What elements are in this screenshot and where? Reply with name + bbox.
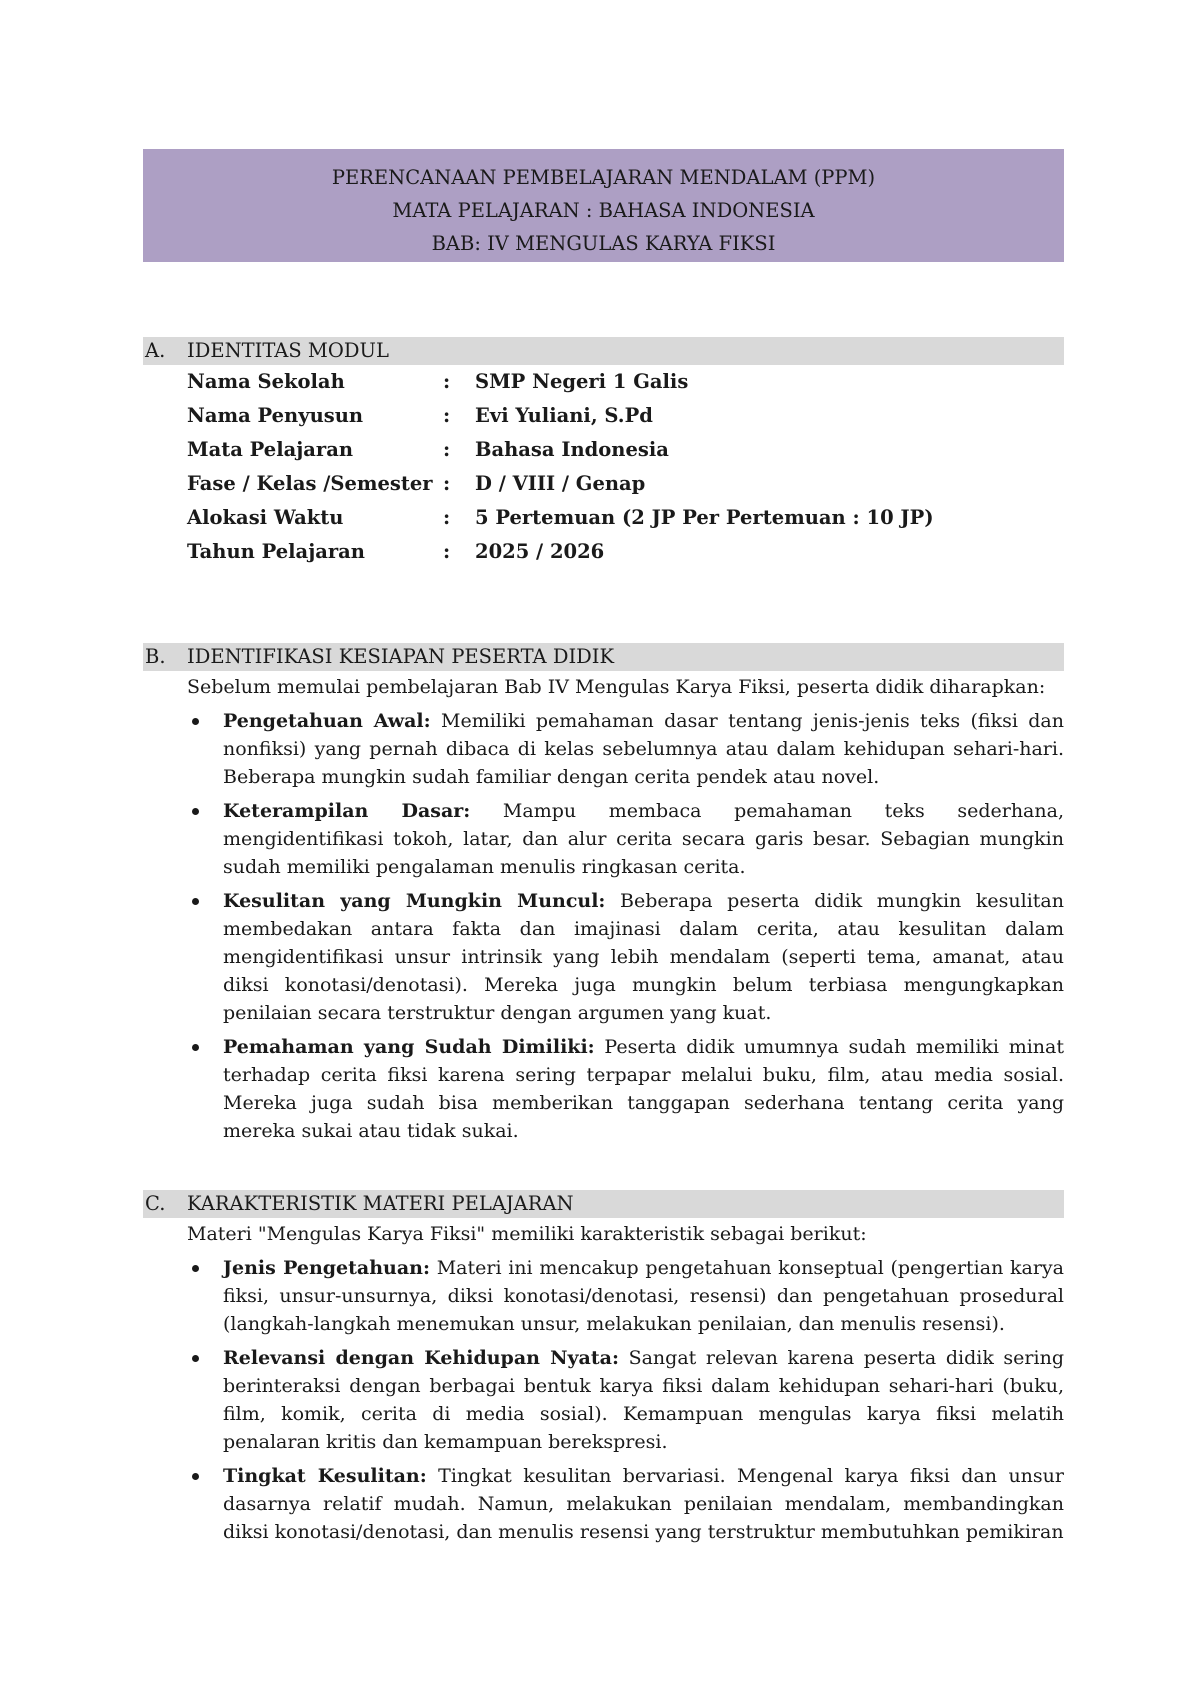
section-title: IDENTIFIKASI KESIAPAN PESERTA DIDIK [187,645,615,668]
item-term: Pemahaman yang Sudah Dimiliki: [223,1036,595,1058]
item-term: Keterampilan Dasar: [223,800,471,822]
identity-value: D / VIII / Genap [475,472,646,495]
list-item [223,1344,1064,1456]
section-intro: Sebelum memulai pembelajaran Bab IV Mengulas Karya Fiksi, peserta didik diharapkan: [187,676,1046,698]
title-line-2: MATA PELAJARAN : BAHASA INDONESIA [392,199,815,222]
section-identitas-modul [143,337,1064,569]
section-heading [143,337,1064,365]
identity-value: 2025 / 2026 [475,540,605,563]
section-karakteristik-materi [143,1190,1064,1552]
list-item [223,1033,1064,1145]
identity-row [143,535,1064,569]
identity-label: Alokasi Waktu [187,506,344,529]
identity-label: Mata Pelajaran [187,438,354,461]
item-term: Tingkat Kesulitan: [223,1465,427,1487]
section-letter: C. [145,1192,166,1215]
bullet-icon [192,1473,199,1480]
bullet-icon [192,1265,199,1272]
bullet-icon [192,1044,199,1051]
section-title: KARAKTERISTIK MATERI PELAJARAN [187,1192,574,1215]
identity-row [143,365,1064,399]
identity-value: Bahasa Indonesia [475,438,669,461]
title-line-1: PERENCANAAN PEMBELAJARAN MENDALAM (PPM) [331,166,876,189]
section-heading [143,1190,1064,1218]
identity-value: Evi Yuliani, S.Pd [475,404,653,427]
item-term: Jenis Pengetahuan: [223,1257,430,1279]
identity-colon: : [443,472,451,495]
identity-colon: : [443,404,451,427]
section-heading [143,643,1064,671]
list-item [223,1462,1064,1546]
identity-row [143,467,1064,501]
item-term: Pengetahuan Awal: [223,710,431,732]
item-text: Memiliki pemahaman dasar tentang jenis-jenis teks (fiksi dan nonfiksi) yang pernah dibaca di kelas sebelumnya atau dalam kehidupan sehari-hari. Beberapa mungkin sudah familiar dengan cerita pendek atau novel. [223,710,1064,788]
bullet-icon [192,898,199,905]
identity-label: Tahun Pelajaran [187,540,365,563]
section-kesiapan-peserta-didik [143,643,1064,1151]
list-item [223,1254,1064,1338]
title-banner [143,149,1064,262]
item-text: Materi ini mencakup pengetahuan konseptual (pengertian karya fiksi, unsur-unsurnya, diksi konotasi/denotasi, resensi) dan pengetahuan prosedural (langkah-langkah menemukan unsur, melakukan penilaian, dan menulis resensi). [223,1257,1064,1335]
list-item [223,887,1064,1027]
item-term: Relevansi dengan Kehidupan Nyata: [223,1347,619,1369]
bullet-icon [192,1355,199,1362]
list-item [223,707,1064,791]
item-text: Beberapa peserta didik mungkin kesulitan membedakan antara fakta dan imajinasi dalam cerita, atau kesulitan dalam mengidentifikasi unsur intrinsik yang lebih mendalam (seperti tema, amanat, atau diksi konotasi/denotasi). Mereka juga mungkin belum terbiasa mengungkapkan penilaian secara terstruktur dengan argumen yang kuat. [223,890,1064,1024]
section-intro: Materi "Mengulas Karya Fiksi" memiliki karakteristik sebagai berikut: [187,1223,867,1245]
bullet-icon [192,808,199,815]
identity-label: Nama Penyusun [187,404,364,427]
identity-value: 5 Pertemuan (2 JP Per Pertemuan : 10 JP) [475,506,934,529]
identity-colon: : [443,438,451,461]
item-term: Kesulitan yang Mungkin Muncul: [223,890,606,912]
identity-colon: : [443,506,451,529]
section-letter: B. [145,645,166,668]
identity-label: Nama Sekolah [187,370,345,393]
section-title: IDENTITAS MODUL [187,339,389,362]
item-text: Mampu membaca pemahaman teks sederhana, mengidentifikasi tokoh, latar, dan alur cerita secara garis besar. Sebagian mungkin sudah memiliki pengalaman menulis ringkasan cerita. [223,800,1064,878]
title-line-3: BAB: IV MENGULAS KARYA FIKSI [431,232,776,255]
bullet-list [143,1254,1064,1546]
list-item [223,797,1064,881]
identity-label: Fase / Kelas /Semester [187,472,433,495]
identity-row [143,399,1064,433]
identity-row [143,501,1064,535]
bullet-list [143,707,1064,1145]
item-text: Peserta didik umumnya sudah memiliki minat terhadap cerita fiksi karena sering terpapar melalui buku, film, atau media sosial. Mereka juga sudah bisa memberikan tanggapan sederhana tentang cerita yang mereka sukai atau tidak sukai. [223,1036,1064,1142]
item-text: Tingkat kesulitan bervariasi. Mengenal karya fiksi dan unsur dasarnya relatif mudah. Namun, melakukan penilaian mendalam, membandingkan diksi konotasi/denotasi, dan menulis resensi yang terstruktur membutuhkan pemikiran [223,1465,1064,1543]
identity-colon: : [443,370,451,393]
item-text: Sangat relevan karena peserta didik sering berinteraksi dengan berbagai bentuk karya fiksi dalam kehidupan sehari-hari (buku, film, komik, cerita di media sosial). Kemampuan mengulas karya fiksi melatih penalaran kritis dan kemampuan berekspresi. [223,1347,1064,1453]
identity-value: SMP Negeri 1 Galis [475,370,689,393]
bullet-icon [192,718,199,725]
identity-row [143,433,1064,467]
section-letter: A. [145,339,166,362]
identity-colon: : [443,540,451,563]
